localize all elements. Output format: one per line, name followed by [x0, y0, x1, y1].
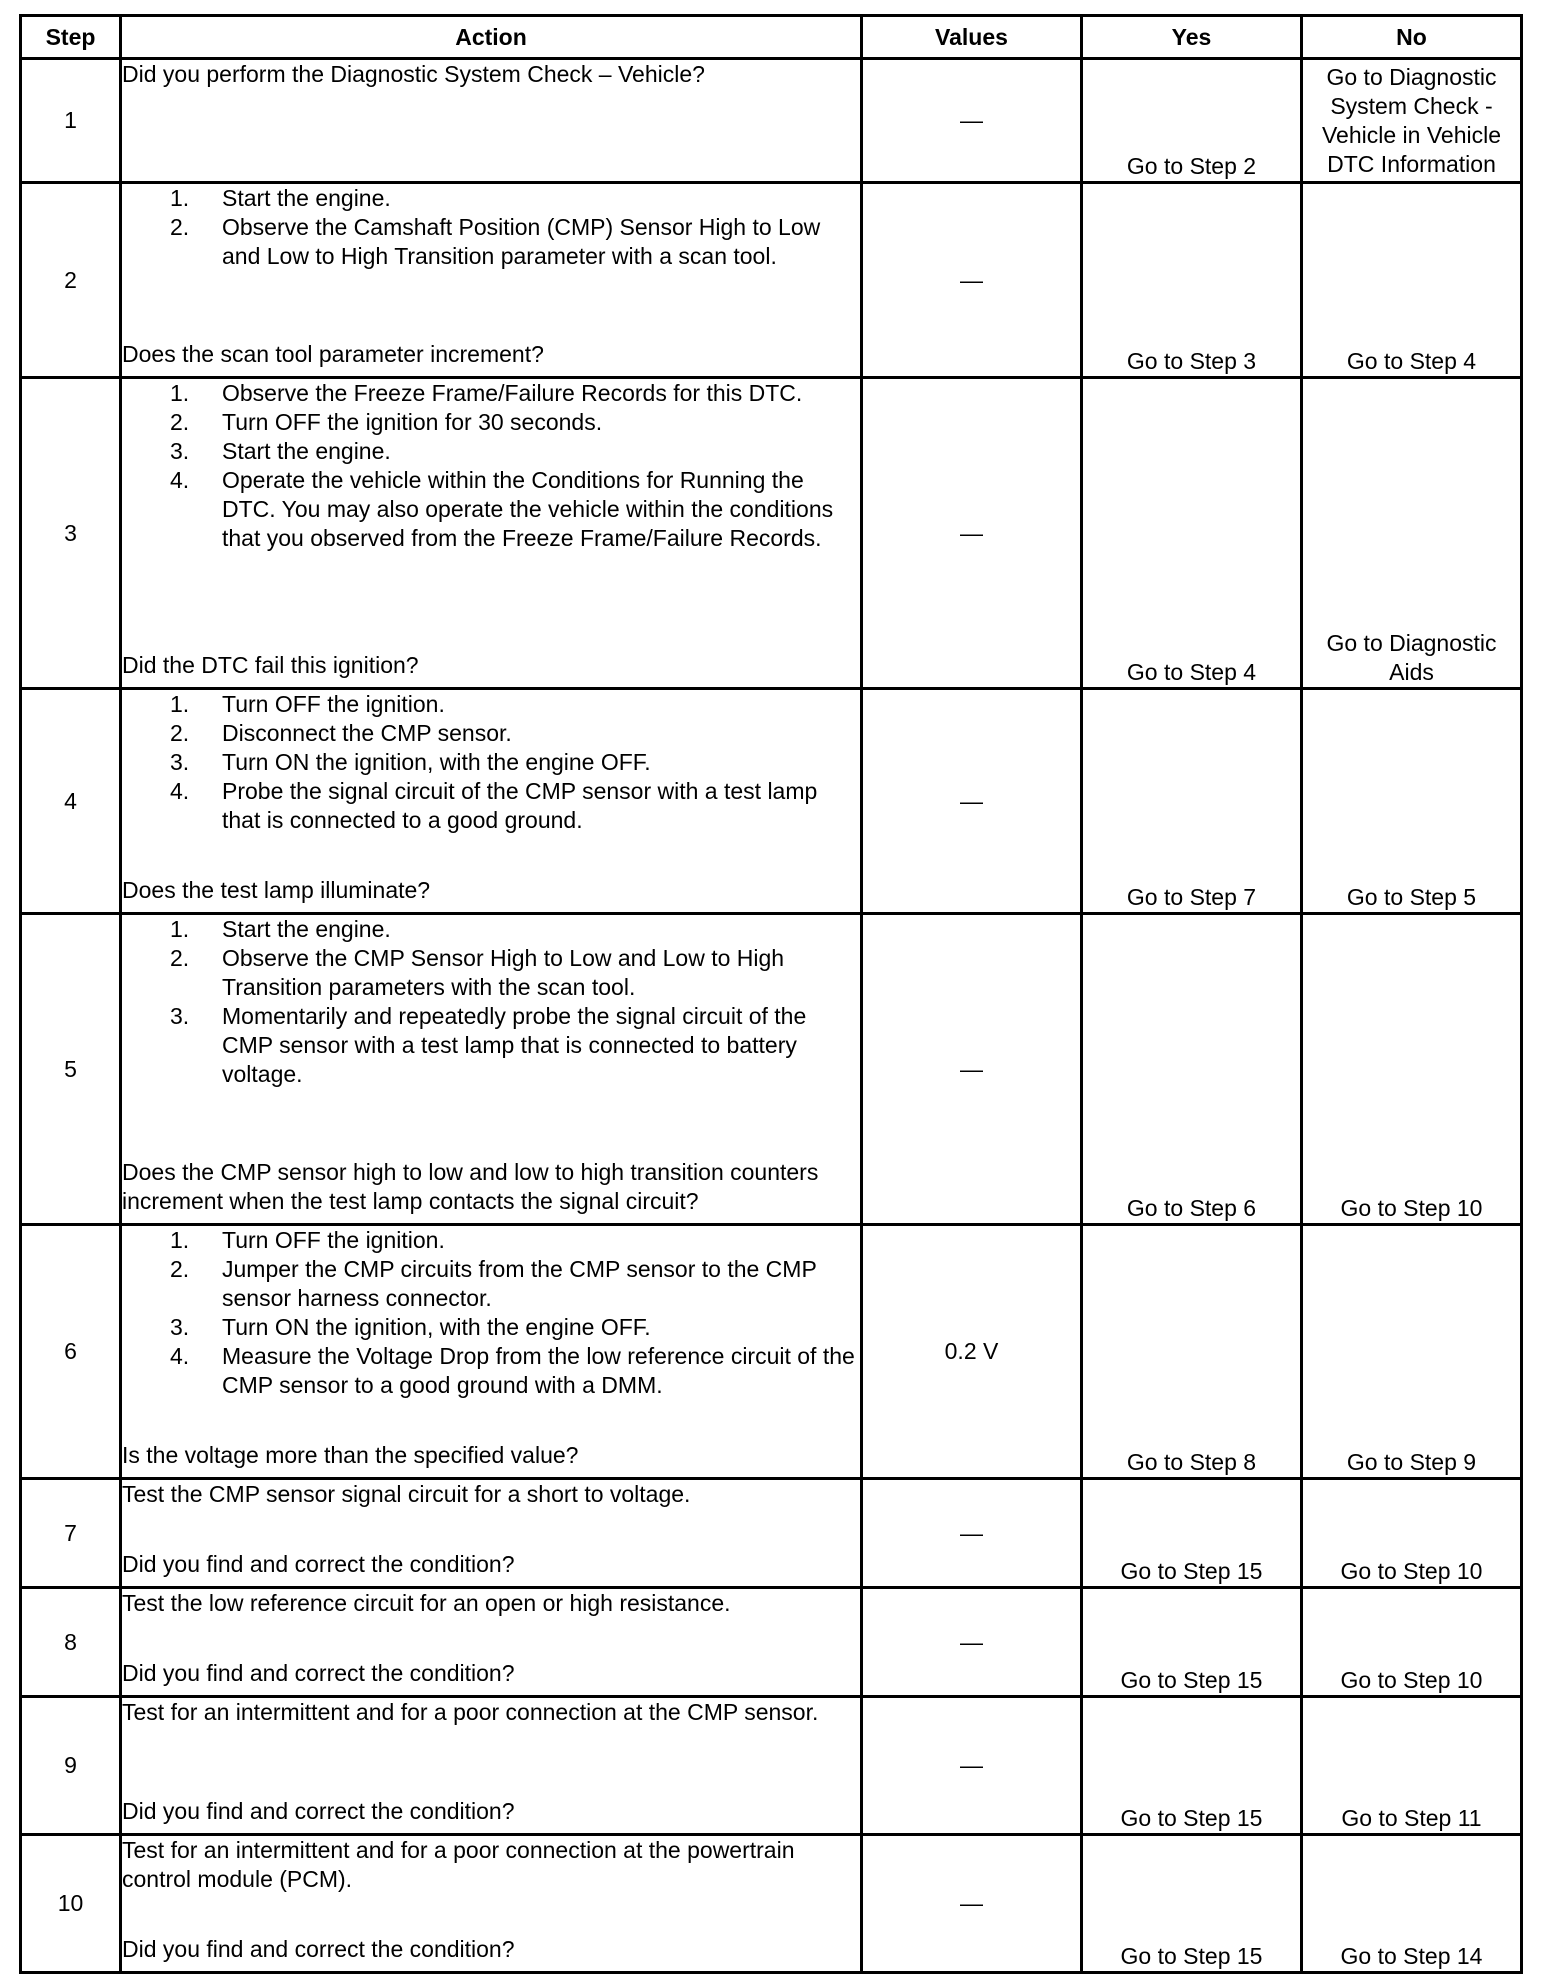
step-number: 4 [21, 689, 121, 914]
values-cell: — [862, 378, 1082, 689]
no-cell: Go to Diagnostic Aids [1302, 378, 1522, 689]
yes-cell: Go to Step 15 [1082, 1697, 1302, 1835]
list-item [170, 213, 860, 271]
values-cell: — [862, 1479, 1082, 1588]
yes-cell: Go to Step 8 [1082, 1225, 1302, 1479]
list-item-number: 1. [170, 380, 190, 406]
yes-cell: Go to Step 6 [1082, 914, 1302, 1225]
action-content [122, 60, 860, 174]
values-cell: — [862, 183, 1082, 378]
list-item-number: 3. [170, 1314, 190, 1340]
values-cell: — [862, 914, 1082, 1225]
list-item-number: 4. [170, 778, 190, 804]
yes-cell: Go to Step 15 [1082, 1835, 1302, 1973]
diagnostic-table [19, 14, 1523, 1974]
list-item [170, 408, 860, 437]
header-row [21, 16, 1522, 59]
step-number: 3 [21, 378, 121, 689]
yes-cell: Go to Step 3 [1082, 183, 1302, 378]
list-item-number: 2. [170, 1256, 190, 1282]
step-number: 8 [21, 1588, 121, 1697]
list-item-number: 3. [170, 1003, 190, 1029]
list-item-text: Disconnect the CMP sensor. [222, 720, 512, 746]
action-cell [121, 689, 862, 914]
list-item-text: Observe the CMP Sensor High to Low and Low to High Transition parameters with the scan tool. [222, 945, 785, 1000]
procedure-list [122, 690, 860, 835]
action-instructions [122, 1589, 860, 1618]
step-number: 6 [21, 1225, 121, 1479]
action-content [122, 1480, 860, 1579]
list-item [170, 690, 860, 719]
list-item-number: 2. [170, 945, 190, 971]
table-row [21, 183, 1522, 378]
list-item-number: 4. [170, 467, 190, 493]
header-action: Action [121, 16, 862, 59]
table-row [21, 1697, 1522, 1835]
action-content [122, 1589, 860, 1688]
action-question: Did you find and correct the condition? [122, 1660, 515, 1686]
list-item [170, 1255, 860, 1313]
step-number: 9 [21, 1697, 121, 1835]
list-item-text: Momentarily and repeatedly probe the signal circuit of the CMP sensor with a test lamp that is connected to battery voltage. [222, 1003, 807, 1087]
procedure-list [122, 379, 860, 553]
no-cell: Go to Step 4 [1302, 183, 1522, 378]
action-instructions [122, 60, 860, 89]
procedure-list [122, 915, 860, 1089]
table-row [21, 378, 1522, 689]
list-item [170, 915, 860, 944]
action-cell [121, 1697, 862, 1835]
yes-cell: Go to Step 15 [1082, 1588, 1302, 1697]
list-item-number: 3. [170, 749, 190, 775]
list-item-number: 1. [170, 691, 190, 717]
values-cell: — [862, 689, 1082, 914]
list-item [170, 1313, 860, 1342]
values-cell: — [862, 59, 1082, 183]
values-cell: — [862, 1588, 1082, 1697]
action-content [122, 1836, 860, 1964]
action-instructions [122, 1836, 860, 1894]
action-instructions [122, 1480, 860, 1509]
step-number: 5 [21, 914, 121, 1225]
list-item [170, 1342, 860, 1400]
no-cell: Go to Step 10 [1302, 914, 1522, 1225]
action-instructions [122, 1226, 860, 1400]
list-item-text: Probe the signal circuit of the CMP sensor with a test lamp that is connected to a good ground. [222, 778, 818, 833]
table-row [21, 1835, 1522, 1973]
values-cell: — [862, 1697, 1082, 1835]
action-question: Did the DTC fail this ignition? [122, 652, 419, 678]
list-item-text: Turn OFF the ignition for 30 seconds. [222, 409, 603, 435]
action-instructions [122, 1698, 860, 1727]
values-cell: — [862, 1835, 1082, 1973]
yes-cell: Go to Step 2 [1082, 59, 1302, 183]
action-question: Did you find and correct the condition? [122, 1936, 515, 1962]
list-item [170, 1002, 860, 1089]
procedure-list [122, 184, 860, 271]
no-cell: Go to Step 11 [1302, 1697, 1522, 1835]
action-cell [121, 914, 862, 1225]
list-item-number: 4. [170, 1343, 190, 1369]
list-item-number: 1. [170, 916, 190, 942]
list-item [170, 437, 860, 466]
list-item-number: 2. [170, 409, 190, 435]
list-item-text: Operate the vehicle within the Conditions for Running the DTC. You may also operate the vehicle within the conditions that you observed from the Freeze Frame/Failure Records. [222, 467, 834, 551]
list-item [170, 379, 860, 408]
action-instructions [122, 379, 860, 553]
action-content [122, 184, 860, 369]
list-item-text: Measure the Voltage Drop from the low reference circuit of the CMP sensor to a good ground with a DMM. [222, 1343, 855, 1398]
action-content [122, 690, 860, 905]
table-row [21, 914, 1522, 1225]
yes-cell: Go to Step 15 [1082, 1479, 1302, 1588]
list-item-text: Observe the Freeze Frame/Failure Records for this DTC. [222, 380, 803, 406]
action-question: Is the voltage more than the specified value? [122, 1442, 579, 1468]
values-cell: 0.2 V [862, 1225, 1082, 1479]
table-row [21, 1479, 1522, 1588]
list-item [170, 184, 860, 213]
action-question: Did you find and correct the condition? [122, 1798, 515, 1824]
list-item-text: Start the engine. [222, 916, 391, 942]
action-cell [121, 378, 862, 689]
no-cell: Go to Step 10 [1302, 1588, 1522, 1697]
no-cell: Go to Step 14 [1302, 1835, 1522, 1973]
list-item-number: 1. [170, 185, 190, 211]
action-question: Did you find and correct the condition? [122, 1551, 515, 1577]
header-no: No [1302, 16, 1522, 59]
yes-cell: Go to Step 4 [1082, 378, 1302, 689]
header-values: Values [862, 16, 1082, 59]
list-item-text: Jumper the CMP circuits from the CMP sensor to the CMP sensor harness connector. [222, 1256, 817, 1311]
action-cell [121, 1835, 862, 1973]
action-question: Does the test lamp illuminate? [122, 877, 431, 903]
no-cell: Go to Step 9 [1302, 1225, 1522, 1479]
list-item [170, 466, 860, 553]
action-cell [121, 59, 862, 183]
list-item [170, 1226, 860, 1255]
action-content [122, 1226, 860, 1470]
list-item-number: 3. [170, 438, 190, 464]
list-item-text: Turn OFF the ignition. [222, 1227, 445, 1253]
action-question: Does the CMP sensor high to low and low to high transition counters increment when the test lamp contacts the signal circuit? [122, 1159, 819, 1214]
action-text: Test for an intermittent and for a poor connection at the powertrain control module (PCM). [122, 1837, 795, 1892]
action-instructions [122, 915, 860, 1089]
action-text: Test the CMP sensor signal circuit for a short to voltage. [122, 1481, 691, 1507]
action-cell [121, 183, 862, 378]
table-row [21, 689, 1522, 914]
step-number: 2 [21, 183, 121, 378]
action-content [122, 1698, 860, 1826]
list-item-text: Turn ON the ignition, with the engine OFF. [222, 1314, 651, 1340]
list-item-text: Turn ON the ignition, with the engine OFF. [222, 749, 651, 775]
list-item-number: 2. [170, 720, 190, 746]
header-step: Step [21, 16, 121, 59]
list-item-number: 2. [170, 214, 190, 240]
list-item-number: 1. [170, 1227, 190, 1253]
table-row [21, 59, 1522, 183]
action-text: Test the low reference circuit for an open or high resistance. [122, 1590, 731, 1616]
action-question: Does the scan tool parameter increment? [122, 341, 544, 367]
table-row [21, 1588, 1522, 1697]
table-row [21, 1225, 1522, 1479]
list-item-text: Observe the Camshaft Position (CMP) Sensor High to Low and Low to High Transition parameter with a scan tool. [222, 214, 821, 269]
no-cell: Go to Diagnostic System Check - Vehicle in Vehicle DTC Information [1302, 59, 1522, 183]
action-cell [121, 1479, 862, 1588]
step-number: 1 [21, 59, 121, 183]
list-item-text: Turn OFF the ignition. [222, 691, 445, 717]
step-number: 7 [21, 1479, 121, 1588]
action-content [122, 915, 860, 1216]
list-item [170, 777, 860, 835]
list-item [170, 719, 860, 748]
list-item [170, 944, 860, 1002]
list-item-text: Start the engine. [222, 438, 391, 464]
action-instructions [122, 184, 860, 271]
no-cell: Go to Step 10 [1302, 1479, 1522, 1588]
procedure-list [122, 1226, 860, 1400]
action-cell [121, 1225, 862, 1479]
header-yes: Yes [1082, 16, 1302, 59]
action-text: Did you perform the Diagnostic System Check – Vehicle? [122, 61, 705, 87]
yes-cell: Go to Step 7 [1082, 689, 1302, 914]
action-instructions [122, 690, 860, 835]
list-item [170, 748, 860, 777]
action-cell [121, 1588, 862, 1697]
step-number: 10 [21, 1835, 121, 1973]
no-cell: Go to Step 5 [1302, 689, 1522, 914]
action-text: Test for an intermittent and for a poor connection at the CMP sensor. [122, 1699, 819, 1725]
list-item-text: Start the engine. [222, 185, 391, 211]
action-content [122, 379, 860, 680]
